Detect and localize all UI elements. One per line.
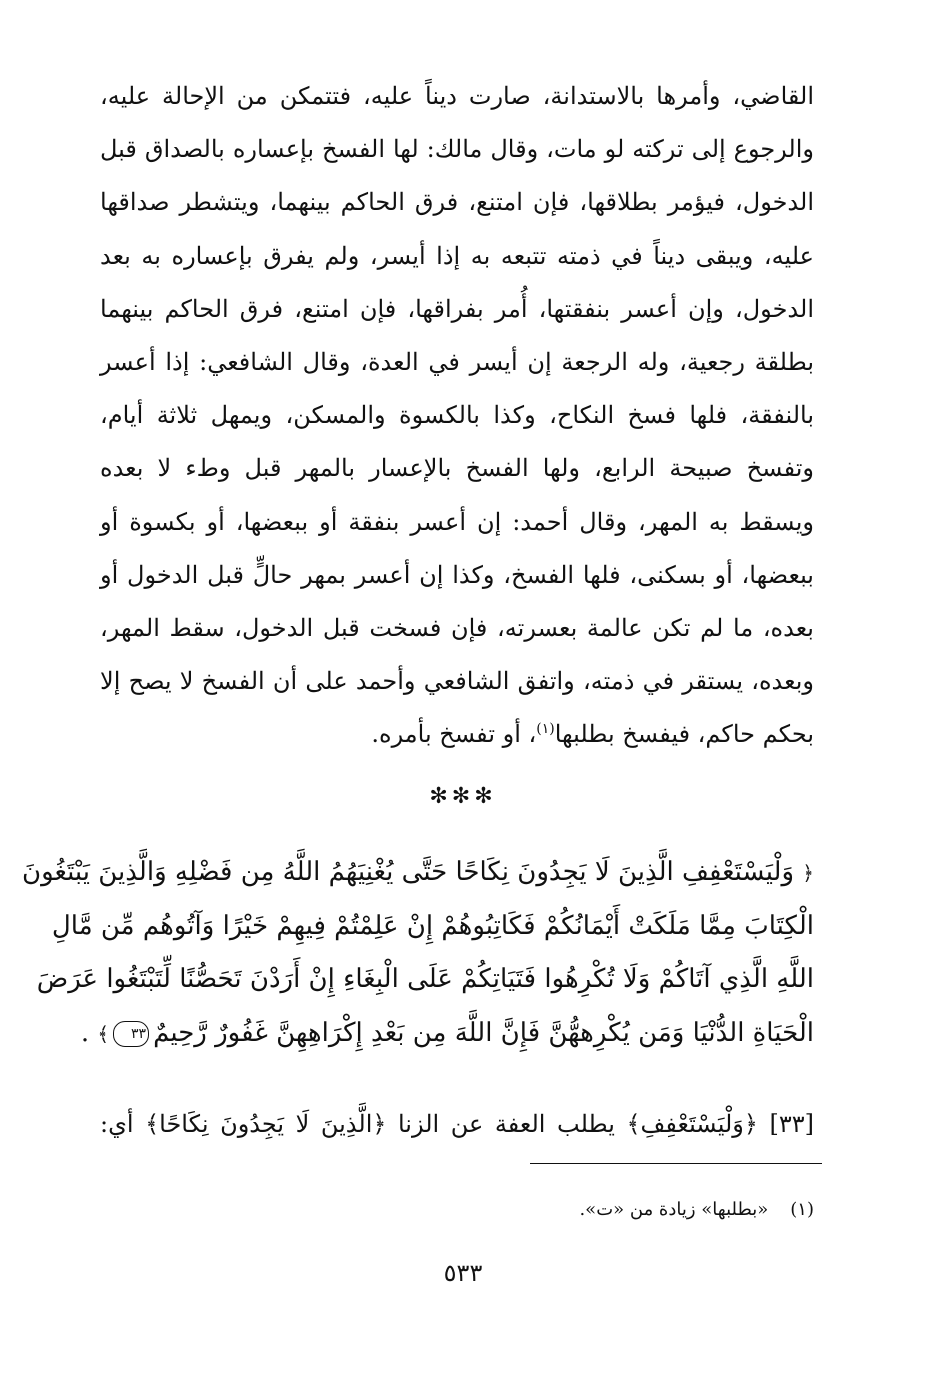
commentary-segment: أي: — [100, 1110, 146, 1138]
verse-line — [22, 846, 814, 900]
text-line: وبعده، يستقر في ذمته، واتفق الشافعي وأحمد على أن الفسخ لا يصح إلا — [100, 667, 814, 696]
text-line: والرجوع إلى تركته لو مات، وقال مالك: لها الفسخ بإعساره بالصداق قبل — [100, 135, 814, 164]
commentary-segment: ﴿ — [743, 1110, 758, 1138]
commentary-segment: ﴾ — [626, 1110, 641, 1138]
text-line: ويسقط به المهر، وقال أحمد: إن أعسر بنفقة أو ببعضها، أو بكسوة أو — [100, 507, 814, 536]
text-line: وتفسخ صبيحة الرابع، ولها الفسخ بالإعسار بالمهر قبل وطء لا بعده — [100, 454, 814, 483]
verse-text: الْحَيَاةِ الدُّنْيَا وَمَن يُكْرِههُّنَّ فَإِنَّ اللَّهَ مِن بَعْدِ إِكْرَاهِهِنَّ غَفُورٌ رَّحِيمٌ — [153, 1017, 814, 1048]
commentary-block — [100, 1098, 814, 1151]
text-line: الدخول، فيؤمر بطلاقها، فإن امتنع، فرق الحاكم بينهما، ويتشطر صداقها — [100, 188, 814, 217]
text-line: عليه، ويبقى ديناً في ذمته تتبعه به إذا أيسر، ولم يفرق بإعساره به بعد — [100, 241, 814, 270]
footnote-reference[interactable]: (١) — [536, 721, 555, 738]
text-line: القاضي، وأمرها بالاستدانة، صارت ديناً عليه، فتتمكن من الإحالة عليه، — [100, 82, 814, 110]
commentary-segment: يطلب العفة عن الزنا — [386, 1110, 627, 1138]
commentary-segment: ﴿ — [372, 1110, 387, 1138]
footnote — [100, 1197, 814, 1223]
text-line: بطلقة رجعية، وله الرجعة إن أيسر في العدة، وقال الشافعي: إذا أعسر — [100, 347, 814, 376]
section-separator: ✻✻✻ — [429, 784, 497, 809]
verse-open-ornament: ﴿ — [802, 861, 814, 885]
text-line: ببعضها، أو بسكنى، فلها الفسخ، وكذا إن أعسر بمهر حالٍّ قبل الدخول أو — [100, 560, 814, 589]
commentary-segment: وَلْيَسْتَعْفِفِ — [640, 1110, 744, 1138]
text-line: الدخول، وإن أعسر بنفقتها، أُمر بفراقها، فإن امتنع، فرق الحاكم بينهما — [100, 294, 814, 323]
verse-text: وَلْيَسْتَعْفِفِ الَّذِينَ لَا يَجِدُونَ نِكَاحًا حَتَّى يُغْنِيَهُمُ اللَّهُ مِن فَضْلِهِ وَالَّذِينَ يَبْتَغُونَ — [22, 857, 795, 887]
verse-close-ornament: ﴾ — [97, 1021, 110, 1046]
text-segment: ، أو تفسخ بأمره. — [371, 720, 537, 749]
commentary-segment: الَّذِينَ لَا يَجِدُونَ نِكَاحًا — [159, 1110, 373, 1138]
commentary-line — [100, 1098, 814, 1151]
footnote-number: (١) — [790, 1199, 814, 1220]
text-segment: بحكم حاكم، فيفسخ بطلبها — [554, 720, 814, 749]
text-line: بالنفقة، فلها فسخ النكاح، وكذا بالكسوة والمسكن، ويمهل ثلاثة أيام، — [100, 401, 814, 430]
commentary-segment: ﴾ — [145, 1110, 160, 1138]
verse-line: اللَّهِ الَّذِي آتَاكُمْ وَلَا تُكْرِهُوا فَتَيَاتِكُمْ عَلَى الْبِغَاءِ إِنْ أَرَدْنَ تَحَصُّنًا لِّتَبْتَغُوا عَرَضَ — [36, 964, 814, 994]
ayah-number-marker: ٣٣ — [113, 1021, 149, 1047]
main-text-block — [100, 70, 814, 761]
page-number: ٥٣٣ — [443, 1259, 483, 1287]
footnote-divider — [530, 1163, 822, 1164]
footnote-text: «بطلبها» زيادة من «ت». — [579, 1199, 769, 1220]
commentary-number: [٣٣] — [769, 1110, 814, 1138]
verse-line — [80, 1007, 814, 1061]
verse-trailing: . — [80, 1017, 90, 1048]
verse-line: الْكِتَابَ مِمَّا مَلَكَتْ أَيْمَانُكُمْ فَكَاتِبُوهُمْ إِنْ عَلِمْتُمْ فِيهِمْ خَيْرًا وَآتُوهُم مِّن مَّالِ — [51, 910, 814, 941]
text-line: بعده، ما لم تكن عالمة بعسرته، فإن فسخت قبل الدخول، سقط المهر، — [100, 613, 814, 642]
text-line-last — [100, 708, 814, 761]
quran-verse-block — [22, 846, 814, 1060]
